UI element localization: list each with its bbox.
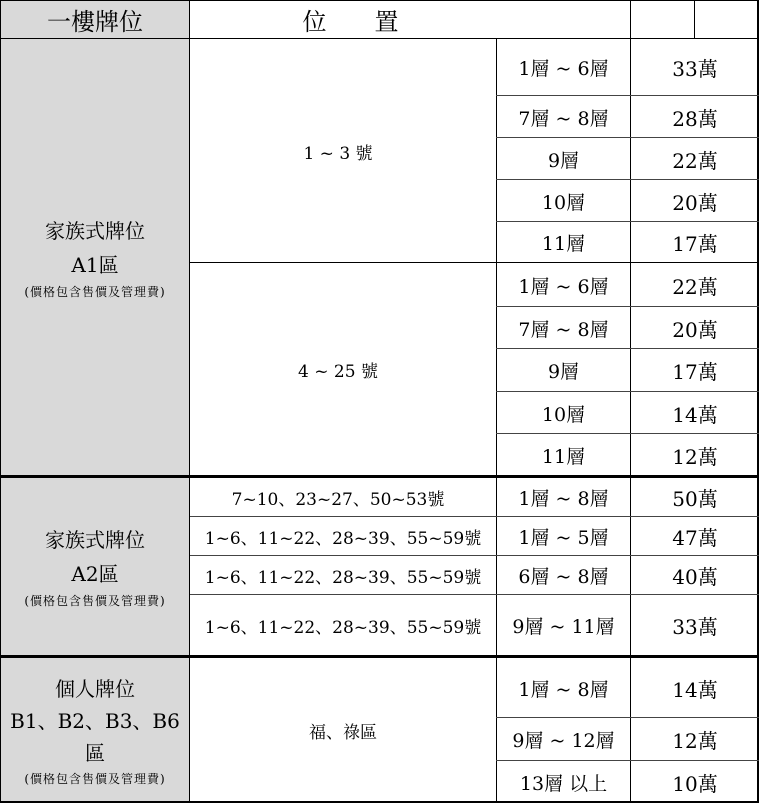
section-a1-name-line1: 家族式牌位: [45, 218, 145, 243]
section-b-name-line2: B1、B2、B3、B6: [10, 708, 180, 733]
a2-row3-position: 1~6、11~22、28~39、55~59號: [204, 568, 482, 588]
section-b-name-line1: 個人牌位: [55, 676, 135, 701]
a1-g1-row5-price: 17萬: [672, 232, 718, 256]
b-row2-price: 12萬: [672, 729, 718, 753]
section-a2-name-line2: A2區: [71, 562, 119, 586]
section-a1-note: (價格包含售價及管理費): [24, 284, 166, 299]
a2-row4-floor: 9層 ~ 11層: [512, 616, 615, 638]
a1-g2-row2-floor: 7層 ~ 8層: [518, 318, 609, 341]
a2-row3-price: 40萬: [672, 565, 718, 589]
border-left: [0, 0, 1, 803]
a1-g2-row3-price: 17萬: [672, 360, 718, 384]
b-row2-floor: 9層 ~ 12層: [512, 730, 615, 752]
col-divider-header-extra: [694, 0, 695, 39]
row-divider: [496, 137, 759, 138]
a1-g2-row2-price: 20萬: [672, 317, 718, 342]
a2-row2-floor: 1層 ~ 5層: [518, 527, 609, 549]
border-top: [0, 0, 759, 1]
section-b-name-line3: 區: [85, 740, 105, 765]
a1-group-divider: [190, 262, 759, 263]
col-divider-3: [630, 0, 631, 803]
row-divider: [496, 391, 759, 392]
a2-row1-floor: 1層 ~ 8層: [518, 488, 609, 510]
b-row3-floor: 13層 以上: [519, 772, 608, 795]
row-divider: [190, 516, 759, 517]
b-row3-price: 10萬: [672, 771, 718, 796]
header-col-tablet-type: 一樓牌位: [0, 0, 190, 39]
b-row1-price: 14萬: [672, 677, 718, 702]
a2-row4-price: 33萬: [672, 615, 718, 639]
section-a1-name-line2: A1區: [71, 252, 119, 277]
row-divider: [496, 306, 759, 307]
b-position: 福、祿區: [309, 723, 377, 743]
header-divider: [0, 38, 759, 39]
a2-row2-position: 1~6、11~22、28~39、55~59號: [204, 529, 482, 549]
col-divider-1: [189, 0, 190, 803]
section-b-label: [0, 658, 190, 803]
a1-g2-row4-price: 14萬: [672, 402, 718, 427]
row-divider: [496, 717, 759, 718]
a1-g1-row1-floor: 1層 ~ 6層: [518, 58, 609, 80]
row-divider: [496, 95, 759, 96]
a2-row2-price: 47萬: [672, 526, 718, 550]
a1-g1-row5-floor: 11層: [541, 233, 586, 255]
section-divider-a1-a2: [0, 475, 759, 478]
row-divider: [496, 348, 759, 349]
row-divider: [496, 433, 759, 434]
a1-g1-row2-floor: 7層 ~ 8層: [518, 107, 609, 130]
a2-row3-floor: 6層 ~ 8層: [518, 566, 609, 588]
row-divider: [496, 221, 759, 222]
a1-g1-row4-price: 20萬: [672, 190, 718, 215]
a1-g2-row1-floor: 1層 ~ 6層: [518, 275, 609, 298]
a1-g1-row3-floor: 9層: [547, 149, 580, 172]
section-a1-label: [0, 39, 190, 476]
row-divider: [496, 179, 759, 180]
row-divider: [496, 760, 759, 761]
header-col-position: 位 置: [302, 8, 399, 36]
section-a2-name-line1: 家族式牌位: [45, 528, 145, 552]
a1-g2-row5-price: 12萬: [672, 444, 718, 469]
section-a2-note: (價格包含售價及管理費): [24, 594, 166, 608]
a2-row1-price: 50萬: [672, 487, 718, 511]
a2-row4-position: 1~6、11~22、28~39、55~59號: [204, 618, 482, 638]
section-divider-a2-b: [0, 655, 759, 658]
a1-g2-row5-floor: 11層: [541, 445, 586, 468]
row-divider: [190, 555, 759, 556]
a1-g2-row1-price: 22萬: [672, 274, 718, 299]
b-row1-floor: 1層 ~ 8層: [518, 678, 609, 701]
a1-g1-row3-price: 22萬: [672, 148, 718, 173]
a1-g1-row1-price: 33萬: [672, 57, 718, 81]
a1-group1-position: 1 ~ 3 號: [303, 143, 373, 164]
a1-g2-row3-floor: 9層: [547, 361, 580, 383]
a1-g2-row4-floor: 10層: [541, 403, 586, 426]
a1-g1-row2-price: 28萬: [672, 106, 718, 131]
section-a2-label: [0, 478, 190, 656]
a1-group2-position: 4 ~ 25 號: [298, 362, 378, 382]
row-divider: [190, 594, 759, 595]
a2-row1-position: 7~10、23~27、50~53號: [231, 490, 445, 510]
col-divider-2: [496, 39, 497, 803]
section-b-note: (價格包含售價及管理費): [24, 771, 166, 786]
a1-g1-row4-floor: 10層: [541, 191, 586, 214]
